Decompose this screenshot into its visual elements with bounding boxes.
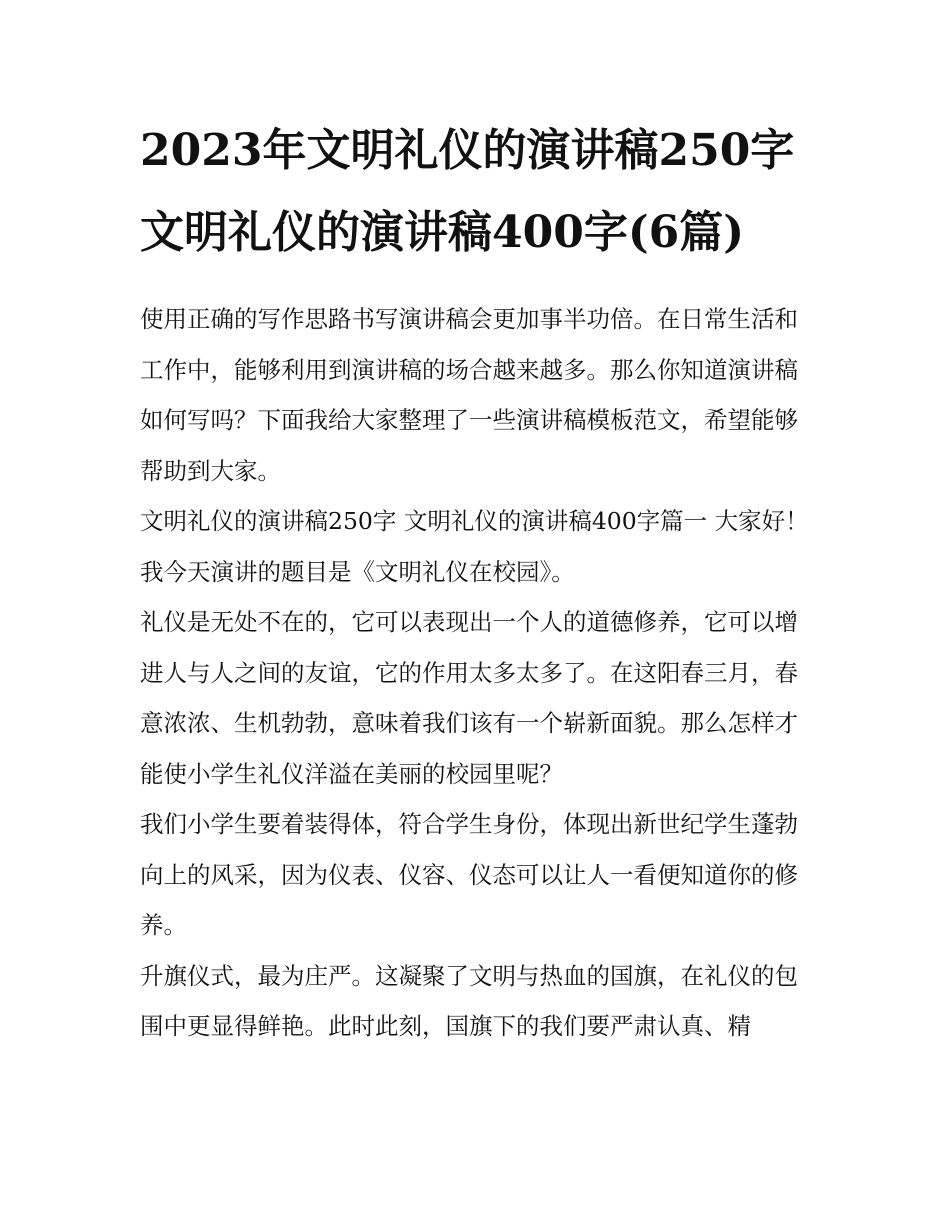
paragraph-dress: 我们小学生要着装得体，符合学生身份，体现出新世纪学生蓬勃向上的风采，因为仪表、仪容、仪态可以让人一看便知道你的修养。: [140, 810, 798, 939]
paragraph-intro: 使用正确的写作思路书写演讲稿会更加事半功倍。在日常生活和工作中，能够利用到演讲稿的场合越来越多。那么你知道演讲稿如何写吗？下面我给大家整理了一些演讲稿模板范文，希望能够帮助到大家。: [140, 305, 798, 485]
document-title: 2023年文明礼仪的演讲稿250字 文明礼仪的演讲稿400字(6篇): [140, 125, 795, 258]
paragraph-greeting: 文明礼仪的演讲稿250字 文明礼仪的演讲稿400字篇一 大家好！ 我今天演讲的题目是《文明礼仪在校园》。: [140, 507, 809, 586]
paragraph-etiquette: 礼仪是无处不在的，它可以表现出一个人的道德修养，它可以增进人与人之间的友谊，它的作用太多太多了。在这阳春三月，春意浓浓、生机勃勃，意味着我们该有一个崭新面貌。那么怎样才能使小学生礼仪洋溢在美丽的校园里呢？: [140, 608, 798, 788]
document-body: [140, 110, 812, 1052]
paragraph-flag-ceremony: 升旗仪式，最为庄严。这凝聚了文明与热血的国旗，在礼仪的包围中更显得鲜艳。此时此刻，国旗下的我们要严肃认真、精: [140, 961, 798, 1040]
